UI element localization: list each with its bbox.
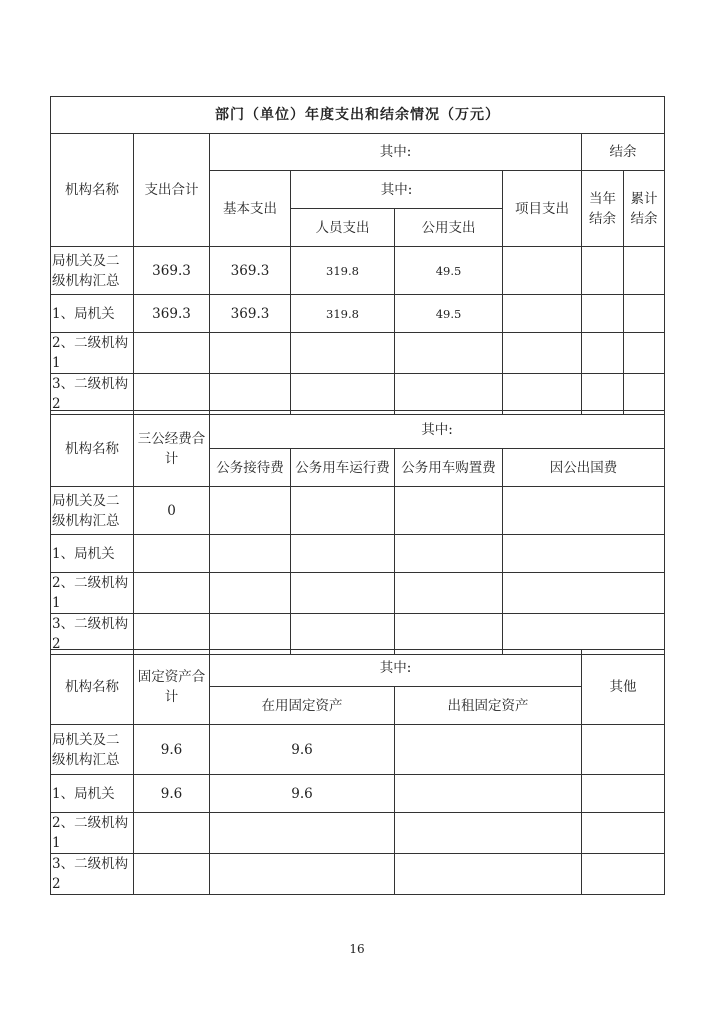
overseas-travel-cell (503, 573, 665, 614)
org-cell: 2、二级机构 1 (51, 333, 134, 374)
project-cell (503, 247, 582, 295)
total-cell: 369.3 (134, 247, 210, 295)
in-use-cell: 9.6 (210, 775, 395, 813)
table-title: 部门（单位）年度支出和结余情况（万元） (51, 97, 665, 134)
personnel-cell: 319.8 (291, 247, 395, 295)
org-cell: 2、二级机构 1 (51, 813, 134, 854)
header-org-name: 机构名称 (51, 134, 134, 247)
other-cell (582, 854, 665, 895)
table-row (51, 333, 665, 374)
reception-cell (210, 487, 291, 535)
header-personnel-expenditure: 人员支出 (291, 209, 395, 247)
total-cell: 0 (134, 487, 210, 535)
project-cell (503, 295, 582, 333)
page-number: 16 (349, 942, 365, 956)
car-purchase-cell (395, 535, 503, 573)
header-overseas-travel: 因公出国费 (503, 449, 665, 487)
cumulative-surplus-cell (624, 247, 665, 295)
total-cell (134, 573, 210, 614)
cumulative-surplus-cell (624, 295, 665, 333)
total-cell (134, 854, 210, 895)
table-row (51, 374, 665, 415)
public-cell: 49.5 (395, 247, 503, 295)
other-cell (582, 813, 665, 854)
cumulative-surplus-cell (624, 374, 665, 415)
header-current-year-surplus: 当年结余 (582, 171, 624, 247)
table-row (51, 535, 665, 573)
header-three-public-total: 三公经费合计 (134, 411, 210, 487)
header-in-use-assets: 在用固定资产 (210, 687, 395, 725)
table-row (51, 295, 665, 333)
table-row (51, 487, 665, 535)
expenditure-surplus-table (50, 96, 665, 415)
total-cell: 369.3 (134, 295, 210, 333)
org-cell: 3、二级机构 2 (51, 614, 134, 655)
table-row (51, 854, 665, 895)
fixed-assets-table (50, 649, 665, 895)
basic-cell (210, 374, 291, 415)
project-cell (503, 374, 582, 415)
personnel-cell (291, 333, 395, 374)
header-surplus: 结余 (582, 134, 665, 171)
rented-cell (395, 725, 582, 775)
header-cumulative-surplus: 累计结余 (624, 171, 665, 247)
car-purchase-cell (395, 487, 503, 535)
overseas-travel-cell (503, 487, 665, 535)
header-of-which-sub: 其中: (291, 171, 503, 209)
total-cell (134, 333, 210, 374)
basic-cell (210, 333, 291, 374)
header-of-which: 其中: (210, 411, 665, 449)
other-cell (582, 775, 665, 813)
car-operation-cell (291, 487, 395, 535)
basic-cell: 369.3 (210, 295, 291, 333)
reception-cell (210, 573, 291, 614)
org-cell: 2、二级机构 1 (51, 573, 134, 614)
header-public-expenditure: 公用支出 (395, 209, 503, 247)
current-surplus-cell (582, 333, 624, 374)
header-basic-expenditure: 基本支出 (210, 171, 291, 247)
header-other: 其他 (582, 650, 665, 725)
total-cell: 9.6 (134, 775, 210, 813)
in-use-cell: 9.6 (210, 725, 395, 775)
org-cell: 1、局机关 (51, 295, 134, 333)
table-row (51, 775, 665, 813)
car-operation-cell (291, 535, 395, 573)
public-cell (395, 333, 503, 374)
header-car-purchase: 公务用车购置费 (395, 449, 503, 487)
overseas-travel-cell (503, 535, 665, 573)
org-cell: 1、局机关 (51, 775, 134, 813)
table-row (51, 573, 665, 614)
personnel-cell: 319.8 (291, 295, 395, 333)
rented-cell (395, 854, 582, 895)
table-row (51, 247, 665, 295)
current-surplus-cell (582, 374, 624, 415)
public-cell: 49.5 (395, 295, 503, 333)
org-cell: 3、二级机构 2 (51, 374, 134, 415)
total-cell (134, 535, 210, 573)
rented-cell (395, 813, 582, 854)
public-cell (395, 374, 503, 415)
org-cell: 局机关及二级机构汇总 (51, 487, 134, 535)
header-org-name: 机构名称 (51, 411, 134, 487)
total-cell (134, 813, 210, 854)
header-project-expenditure: 项目支出 (503, 171, 582, 247)
header-fixed-assets-total: 固定资产合计 (134, 650, 210, 725)
table-row (51, 813, 665, 854)
header-of-which: 其中: (210, 134, 582, 171)
current-surplus-cell (582, 295, 624, 333)
header-org-name: 机构名称 (51, 650, 134, 725)
header-car-operation: 公务用车运行费 (291, 449, 395, 487)
total-cell: 9.6 (134, 725, 210, 775)
header-rented-assets: 出租固定资产 (395, 687, 582, 725)
total-cell (134, 374, 210, 415)
header-of-which: 其中: (210, 650, 582, 687)
table-row (51, 725, 665, 775)
three-public-expenses-table (50, 410, 665, 655)
basic-cell: 369.3 (210, 247, 291, 295)
personnel-cell (291, 374, 395, 415)
project-cell (503, 333, 582, 374)
in-use-cell (210, 813, 395, 854)
org-cell: 局机关及二级机构汇总 (51, 725, 134, 775)
car-purchase-cell (395, 573, 503, 614)
reception-cell (210, 535, 291, 573)
org-cell: 1、局机关 (51, 535, 134, 573)
in-use-cell (210, 854, 395, 895)
car-operation-cell (291, 573, 395, 614)
rented-cell (395, 775, 582, 813)
org-cell: 3、二级机构 2 (51, 854, 134, 895)
cumulative-surplus-cell (624, 333, 665, 374)
current-surplus-cell (582, 247, 624, 295)
header-reception: 公务接待费 (210, 449, 291, 487)
org-cell: 局机关及二级机构汇总 (51, 247, 134, 295)
other-cell (582, 725, 665, 775)
header-total-expenditure: 支出合计 (134, 134, 210, 247)
